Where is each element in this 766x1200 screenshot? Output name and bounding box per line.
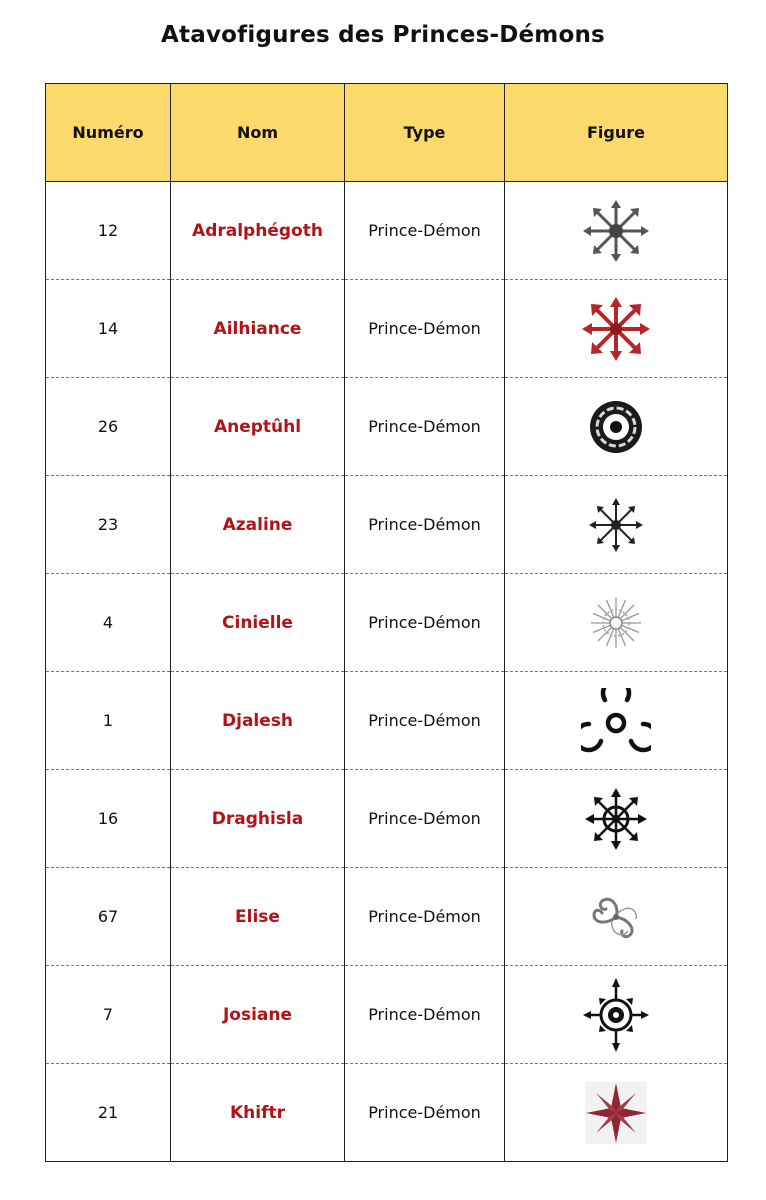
row-nom: Aneptûhl [171, 378, 345, 476]
column-header-figure: Figure [505, 84, 728, 182]
table-row [46, 868, 728, 966]
row-type: Prince-Démon [345, 868, 505, 966]
row-figure [505, 672, 728, 770]
column-header-numero: Numéro [46, 84, 171, 182]
row-figure [505, 966, 728, 1064]
row-type: Prince-Démon [345, 770, 505, 868]
table-row [46, 280, 728, 378]
target-rings-icon [581, 394, 651, 460]
wheel-arrow-star-icon [581, 786, 651, 852]
row-figure [505, 574, 728, 672]
row-type: Prince-Démon [345, 1064, 505, 1162]
table-row [46, 574, 728, 672]
row-numero: 26 [46, 378, 171, 476]
table-row [46, 770, 728, 868]
row-numero: 4 [46, 574, 171, 672]
row-nom: Draghisla [171, 770, 345, 868]
row-figure [505, 770, 728, 868]
row-nom: Khiftr [171, 1064, 345, 1162]
triskele-icon [581, 884, 651, 950]
row-type: Prince-Démon [345, 280, 505, 378]
row-nom: Elise [171, 868, 345, 966]
row-type: Prince-Démon [345, 672, 505, 770]
row-numero: 23 [46, 476, 171, 574]
table-row [46, 378, 728, 476]
eight-point-chaos-star-icon [581, 198, 651, 264]
row-numero: 1 [46, 672, 171, 770]
row-numero: 12 [46, 182, 171, 280]
row-figure [505, 378, 728, 476]
table-row [46, 1064, 728, 1162]
row-figure [505, 476, 728, 574]
table-row [46, 476, 728, 574]
table-row [46, 672, 728, 770]
table-row [46, 182, 728, 280]
column-header-type: Type [345, 84, 505, 182]
row-figure [505, 280, 728, 378]
row-type: Prince-Démon [345, 378, 505, 476]
row-figure [505, 1064, 728, 1162]
row-numero: 21 [46, 1064, 171, 1162]
red-arrow-star-icon [581, 296, 651, 362]
row-nom: Djalesh [171, 672, 345, 770]
spiked-eye-icon [581, 978, 651, 1052]
row-nom: Josiane [171, 966, 345, 1064]
row-type: Prince-Démon [345, 182, 505, 280]
row-type: Prince-Démon [345, 476, 505, 574]
column-header-nom: Nom [171, 84, 345, 182]
row-nom: Cinielle [171, 574, 345, 672]
page-title: Atavofigures des Princes-Démons [161, 22, 605, 48]
sun-burst-icon [581, 590, 651, 656]
table-header-row [46, 84, 728, 182]
row-figure [505, 868, 728, 966]
demon-table [45, 83, 728, 1162]
row-nom: Ailhiance [171, 280, 345, 378]
row-type: Prince-Démon [345, 574, 505, 672]
row-numero: 67 [46, 868, 171, 966]
row-numero: 7 [46, 966, 171, 1064]
table-row [46, 966, 728, 1064]
row-type: Prince-Démon [345, 966, 505, 1064]
row-numero: 16 [46, 770, 171, 868]
small-arrow-star-icon [581, 492, 651, 558]
row-numero: 14 [46, 280, 171, 378]
crimson-compass-star-icon [583, 1080, 649, 1146]
row-nom: Adralphégoth [171, 182, 345, 280]
biohazard-icon [581, 688, 651, 754]
row-nom: Azaline [171, 476, 345, 574]
row-figure [505, 182, 728, 280]
